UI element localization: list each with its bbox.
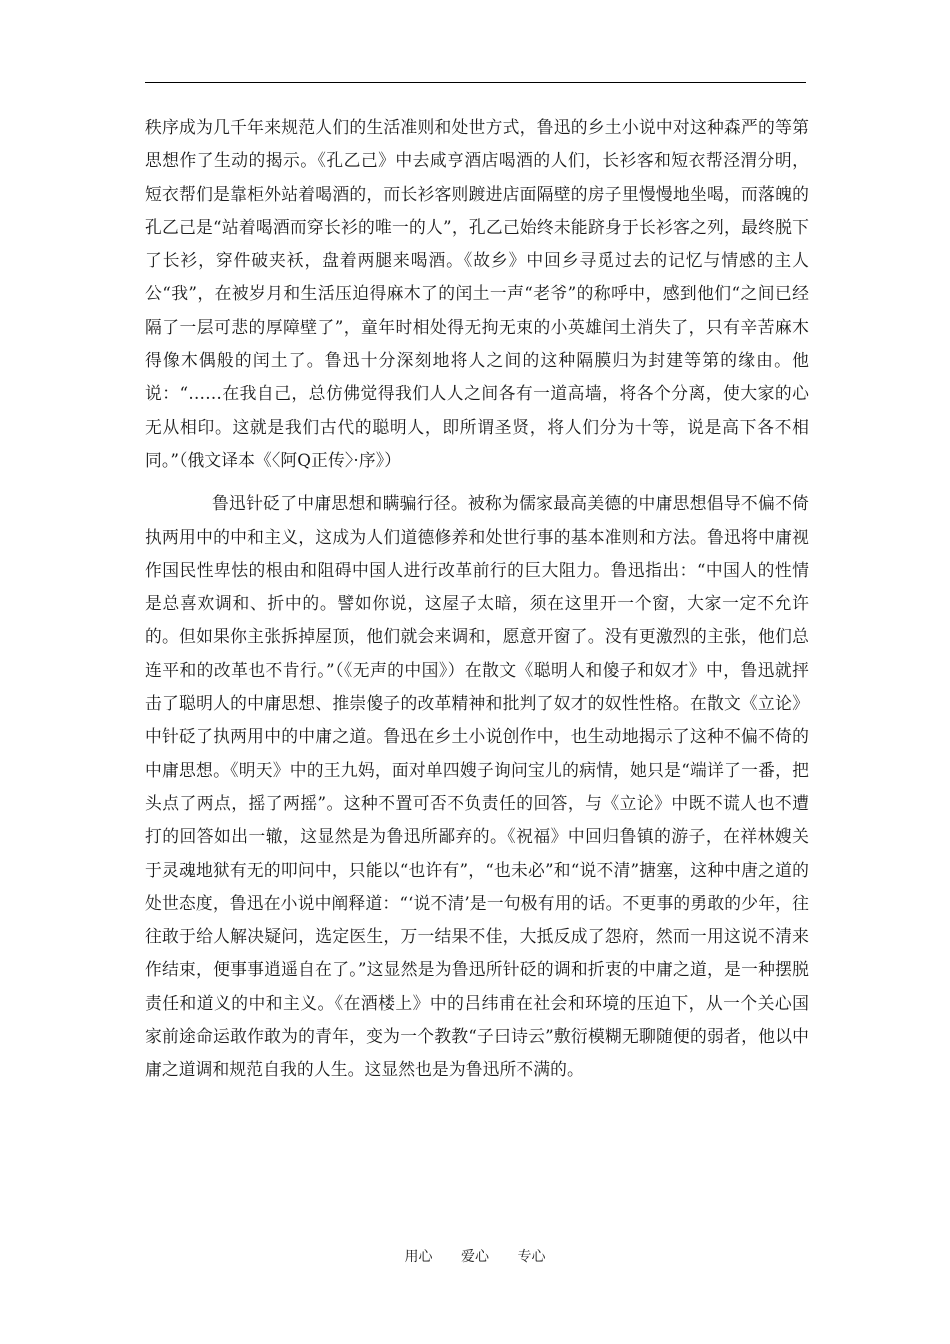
- footer-item-1: 用心: [404, 1249, 433, 1265]
- header-rule: [145, 82, 806, 83]
- footer-item-2: 爱心: [461, 1249, 489, 1265]
- page-footer: [0, 1246, 950, 1266]
- footer-item-3: 专心: [517, 1249, 546, 1265]
- document-body: [145, 111, 809, 1087]
- paragraph-1: 秩序成为几千年来规范人们的生活准则和处世方式，鲁迅的乡土小说中对这种森严的等第思想作了生动的揭示。《孔乙己》中去咸亨酒店喝酒的人们，长衫客和短衣帮泾渭分明，短衣帮们是靠柜外站着喝酒的，而长衫客则踱进店面隔壁的房子里慢慢地坐喝，而落魄的孔乙己是“站着喝酒而穿长衫的唯一的人”，孔乙己始终未能跻身于长衫客之列，最终脱下了长衫，穿件破夹袄，盘着两腿来喝酒。《故乡》中回乡寻觅过去的记忆与情感的主人公“我”，在被岁月和生活压迫得麻木了的闰土一声“老爷”的称呼中，感到他们“之间已经隔了一层可悲的厚障壁了”，童年时相处得无拘无束的小英雄闰土消失了，只有辛苦麻木得像木偶般的闰土了。鲁迅十分深刻地将人之间的这种隔膜归为封建等第的缘由。他说：“……在我自己，总仿佛觉得我们人人之间各有一道高墙，将各个分离，使大家的心无从相印。这就是我们古代的聪明人，即所谓圣贤，将人们分为十等，说是高下各不相同。”（俄文译本《〈阿Q正传〉·序》）: [145, 117, 809, 470]
- paragraph-2: 鲁迅针砭了中庸思想和瞒骗行径。被称为儒家最高美德的中庸思想倡导不偏不倚执两用中的中和主义，这成为人们道德修养和处世行事的基本准则和方法。鲁迅将中庸视作国民性卑怯的根由和阻碍中国人进行改革前行的巨大阻力。鲁迅指出：“中国人的性情是总喜欢调和、折中的。譬如你说，这屋子太暗，须在这里开一个窗，大家一定不允许的。但如果你主张拆掉屋顶，他们就会来调和，愿意开窗了。没有更激烈的主张，他们总连平和的改革也不肯行。”（《无声的中国》）在散文《聪明人和傻子和奴才》中，鲁迅就抨击了聪明人的中庸思想、推崇傻子的改革精神和批判了奴才的奴性性格。在散文《立论》中针砭了执两用中的中庸之道。鲁迅在乡土小说创作中，也生动地揭示了这种不偏不倚的中庸思想。《明天》中的王九妈，面对单四嫂子询问宝儿的病情，她只是“端详了一番，把头点了两点，摇了两摇”。这种不置可否不负责任的回答，与《立论》中既不谎人也不遭打的回答如出一辙，这显然是为鲁迅所鄙弃的。《祝福》中回归鲁镇的游子，在祥林嫂关于灵魂地狱有无的叩问中，只能以“也许有”，“也未必”和“说不清”搪塞，这种中唐之道的处世态度，鲁迅在小说中阐释道：“‘说不清’是一句极有用的话。不更事的勇敢的少年，往往敢于给人解决疑问，选定医生，万一结果不佳，大抵反成了怨府，然而一用这说不清来作结束，便事事逍遥自在了。”这显然是为鲁迅所针砭的调和折衷的中庸之道，是一种摆脱责任和道义的中和主义。《在酒楼上》中的吕纬甫在社会和环境的压迫下，从一个关心国家前途命运敢作敢为的青年，变为一个教教“子曰诗云”敷衍模糊无聊随便的弱者，他以中庸之道调和规范自我的人生。这显然也是为鲁迅所不满的。: [145, 493, 809, 1080]
